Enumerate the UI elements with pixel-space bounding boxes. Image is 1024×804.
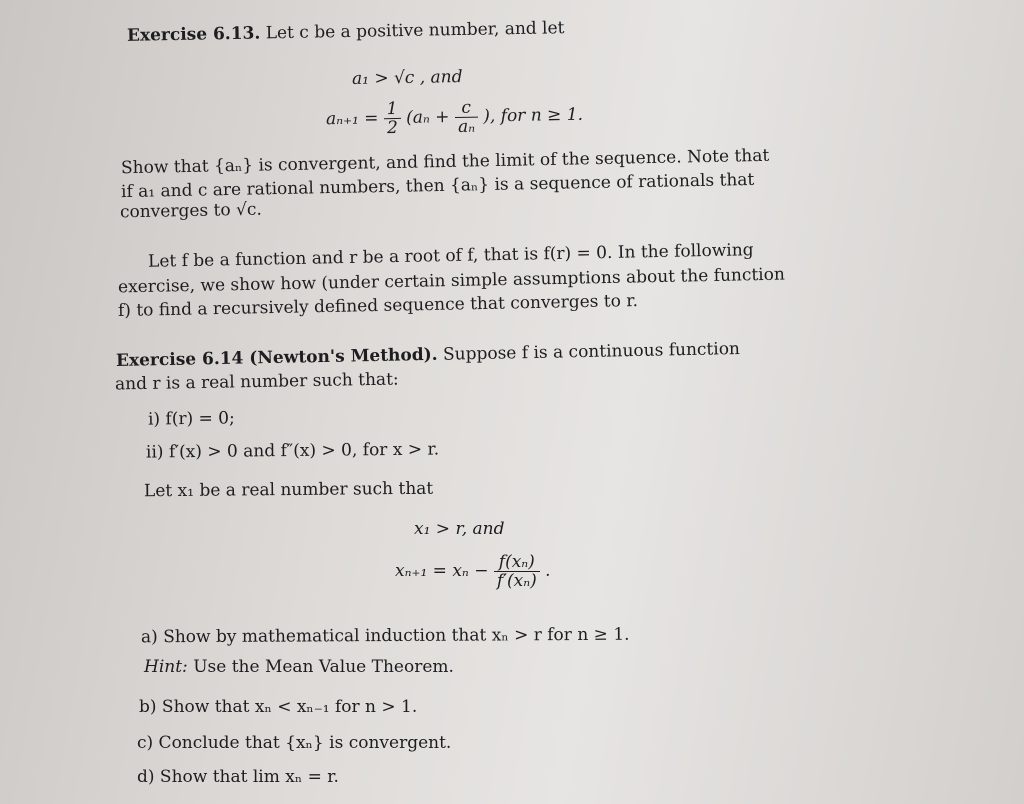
condition-a1: a₁ > √c , and xyxy=(351,67,463,89)
part-a: a) Show by mathematical induction that xₙ > r for n ≥ 1. xyxy=(140,624,630,648)
recurrence-formula xyxy=(326,97,584,138)
exercise-6-14-line-1-rest: Suppose f is a continuous function xyxy=(442,339,741,365)
newton-formula xyxy=(395,553,551,590)
part-d: d) Show that lim xₙ = r. xyxy=(137,767,339,787)
newton-lhs: xₙ₊₁ = xₙ − xyxy=(395,561,489,581)
fraction-denominator: 2 xyxy=(386,117,399,139)
hint-label: Hint: xyxy=(144,657,188,677)
fraction-denominator: aₙ xyxy=(457,116,476,137)
exercise-6-14-heading: Exercise 6.14 (Newton's Method). xyxy=(115,344,438,371)
hint-text: Use the Mean Value Theorem. xyxy=(193,657,454,677)
part-c: c) Conclude that {xₙ} is convergent. xyxy=(137,733,452,753)
exercise-6-13-body-line-3: converges to √c. xyxy=(119,199,262,223)
fraction-c-over-an xyxy=(455,99,479,136)
exercise-6-14-line-2: and r is a real number such that: xyxy=(114,369,399,395)
exercise-6-13-body-line-2: if a₁ and c are rational numbers, then {aₙ} is a sequence of rationals that xyxy=(120,169,755,203)
newton-numerator: f(xₙ) xyxy=(494,553,540,572)
recurrence-lhs: aₙ₊₁ = xyxy=(325,108,379,130)
fraction-numerator: 1 xyxy=(384,100,401,119)
condition-ii: ii) f′(x) > 0 and f″(x) > 0, for x > r. xyxy=(145,439,440,463)
condition-i: i) f(r) = 0; xyxy=(147,408,235,430)
exercise-6-13-body-line-1: Show that {aₙ} is convergent, and find the limit of the sequence. Note that xyxy=(120,145,770,179)
part-b: b) Show that xₙ < xₙ₋₁ for n > 1. xyxy=(139,697,418,717)
paragraph-line-3: f) to find a recursively defined sequence that converges to r. xyxy=(117,291,639,321)
fraction-numerator: c xyxy=(455,99,478,118)
recurrence-middle: (aₙ + xyxy=(405,107,450,128)
x1-condition: x₁ > r, and xyxy=(414,519,505,539)
fraction-one-half xyxy=(384,100,401,137)
exercise-6-13-heading: Exercise 6.13. xyxy=(126,23,261,46)
exercise-6-13-first-line xyxy=(127,18,565,46)
recurrence-tail: ), for n ≥ 1. xyxy=(483,104,584,127)
newton-end: . xyxy=(545,561,551,581)
newton-fraction xyxy=(494,553,540,590)
exercise-6-13-intro: Let c be a positive number, and let xyxy=(265,18,565,44)
newton-denominator: f′(xₙ) xyxy=(496,571,537,591)
let-x1-line: Let x₁ be a real number such that xyxy=(143,478,434,502)
paragraph-line-1: Let f be a function and r be a root of f, that is f(r) = 0. In the following xyxy=(147,240,754,272)
paragraph-line-2: exercise, we show how (under certain simple assumptions about the function xyxy=(117,264,786,298)
exercise-6-14-first-line xyxy=(116,339,740,371)
hint-line xyxy=(144,657,454,677)
